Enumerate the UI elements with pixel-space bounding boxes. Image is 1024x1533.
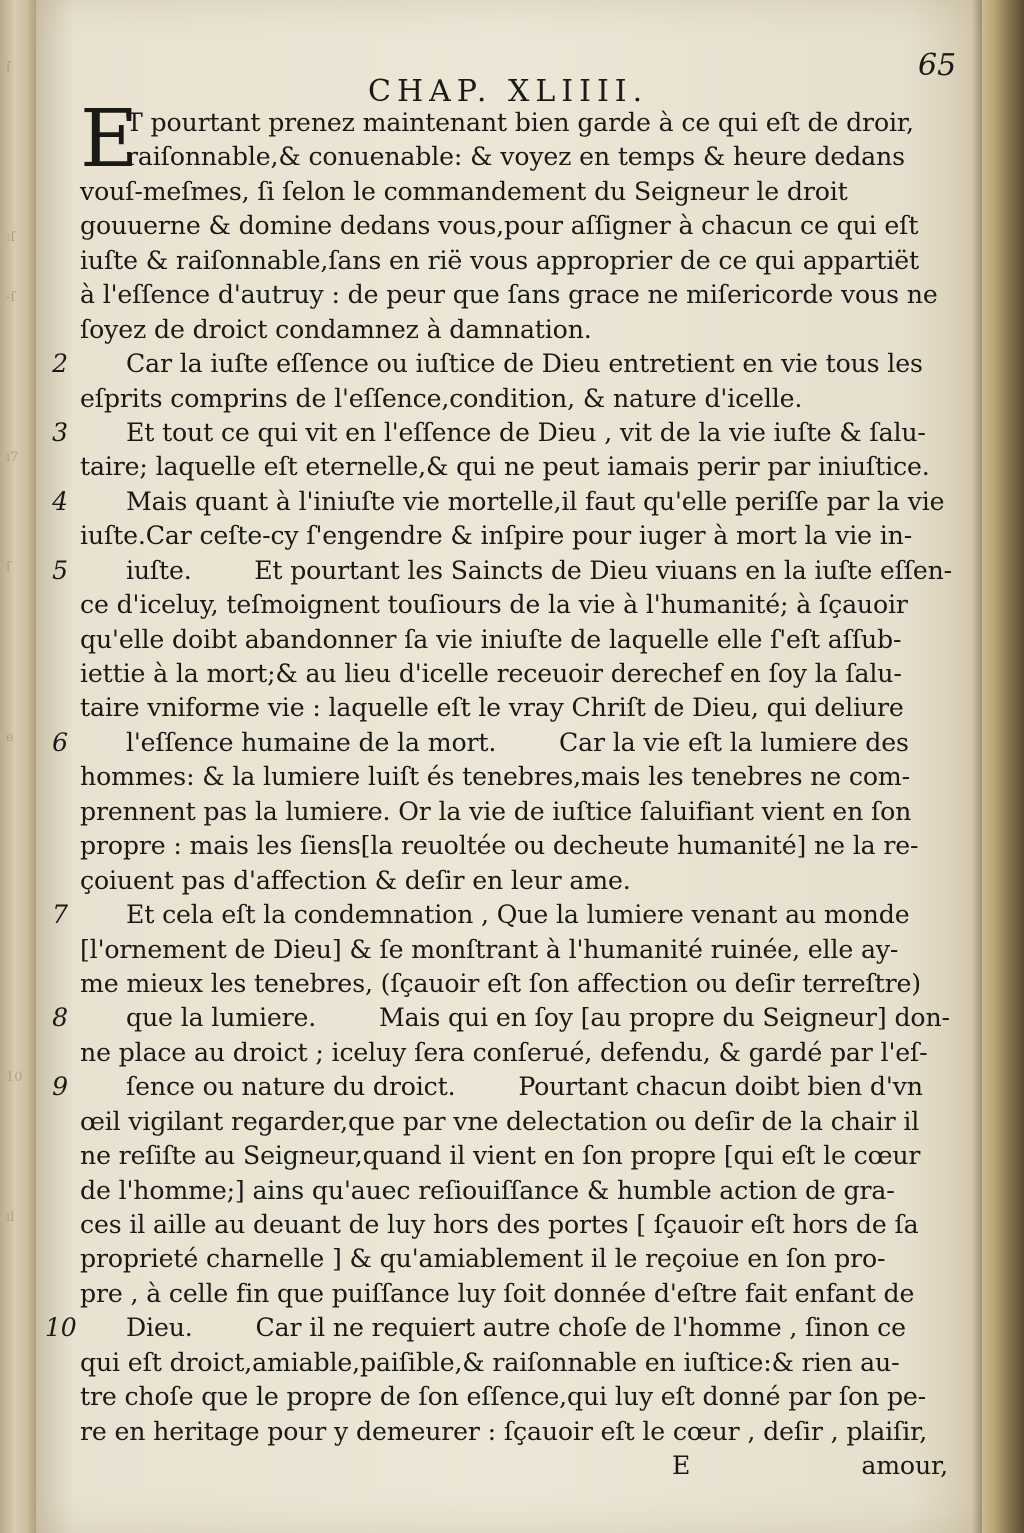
verse-number: 3 [52, 417, 68, 447]
text-line [80, 1174, 960, 1208]
text-line [80, 244, 960, 278]
line-text: iuſte.Car ceſte-cy ſ'engendre & inſpire pour iuger à mort la vie in- [80, 521, 913, 551]
line-text: qui eſt droict,amiable,paiſible,& raiſonnable en iuſtice:& rien au- [80, 1347, 900, 1377]
line-text: iuſte & raiſonnable,ſans en rië vous approprier de ce qui appartiët [80, 245, 919, 275]
line-text: hommes: & la lumiere luiſt és tenebres,mais les tenebres ne com- [80, 762, 910, 792]
text-line [80, 450, 960, 484]
line-text: pre , à celle fin que puiſſance luy ſoit donnée d'eſtre fait enfant de [80, 1278, 915, 1308]
text-line [80, 1242, 960, 1276]
verse-number: 2 [52, 349, 68, 379]
text-line [80, 864, 960, 898]
text-line [80, 967, 960, 1001]
line-text: Et tout ce qui vit en l'eſſence de Dieu , vit de la vie iuſte & ſalu- [126, 417, 926, 447]
text-line [52, 1070, 960, 1104]
signature-mark: E [672, 1451, 691, 1481]
line-text: çoiuent pas d'affection & deſir en leur ame. [80, 865, 631, 895]
line-text: œil vigilant regarder,que par vne delectation ou deſir de la chair il [80, 1106, 920, 1136]
text-line [52, 485, 960, 519]
line-text: ne place au droict ; iceluy ſera conſerué, defendu, & gardé par l'eſ- [80, 1037, 928, 1067]
verse-number: 4 [52, 486, 68, 516]
verse-number: 5 [52, 555, 68, 585]
text-line [80, 140, 960, 174]
line-text: Dieu. Car il ne requiert autre choſe de l'homme , ſinon ce [126, 1313, 906, 1343]
line-text: qu'elle doibt abandonner ſa vie iniuſte de laquelle elle ſ'eſt aſſub- [80, 624, 902, 654]
line-text: re en heritage pour y demeurer : ſçauoir eſt le cœur , deſir , plaiſir, [80, 1416, 928, 1446]
line-text: eſprits comprins de l'eſſence,condition, & nature d'icelle. [80, 383, 803, 413]
verse-number: 10 [45, 1313, 77, 1343]
text-line [80, 382, 960, 416]
line-text: ſoyez de droict condamnez à damnation. [80, 314, 592, 344]
facing-page-margin: ſ :ſ -ſ ı7 ſ e 10 ıl [6, 60, 23, 1225]
line-text: [l'ornement de Dieu] & ſe monſtrant à l'humanité ruinée, elle ay- [80, 934, 899, 964]
line-text: ne reſiſte au Seigneur,quand il vient en ſon propre [qui eſt le cœur [80, 1141, 921, 1171]
text-line [80, 760, 960, 794]
text-line [80, 691, 960, 725]
text-line [45, 1311, 960, 1345]
catchword: amour, [861, 1451, 948, 1481]
page-fore-edge [982, 0, 1024, 1533]
text-line [80, 1105, 960, 1139]
text-line [80, 1208, 960, 1242]
line-text: à l'eſſence d'autruy : de peur que ſans grace ne miſericorde vous ne [80, 280, 938, 310]
text-line [52, 554, 960, 588]
line-text: T pourtant prenez maintenant bien garde à ce qui eſt de droir, [126, 108, 914, 137]
text-line [80, 829, 960, 863]
text-line [80, 209, 960, 243]
verse-number: 6 [52, 727, 68, 757]
verse-number: 8 [52, 1003, 68, 1033]
text-line [80, 519, 960, 553]
line-text: ſence ou nature du droict. Pourtant chacun doibt bien d'vn [126, 1072, 923, 1102]
line-text: que la lumiere. Mais qui en ſoy [au propre du Seigneur] don- [126, 1003, 950, 1033]
verse-number: 9 [52, 1072, 68, 1102]
text-line [52, 347, 960, 381]
text-line [80, 175, 960, 209]
text-line [52, 898, 960, 932]
line-text: prennent pas la lumiere. Or la vie de iuſtice ſaluifiant vient en ſon [80, 796, 912, 826]
text-line [80, 795, 960, 829]
line-text: propre : mais les ſiens[la reuoltée ou decheute humanité] ne la re- [80, 831, 919, 861]
line-text: Et cela eſt la condemnation , Que la lumiere venant au monde [126, 900, 910, 930]
line-text: gouuerne & domine dedans vous,pour aſſigner à chacun ce qui eſt [80, 211, 919, 241]
text-line [80, 933, 960, 967]
text-line [80, 588, 960, 622]
text-line [80, 1277, 960, 1311]
text-line [80, 657, 960, 691]
line-text: me mieux les tenebres, (ſçauoir eſt ſon affection ou deſir terreſtre) [80, 968, 921, 998]
text-line [80, 623, 960, 657]
verse-number: 7 [52, 900, 68, 930]
text-line [80, 313, 960, 347]
text-line [80, 278, 960, 312]
line-text: l'eſſence humaine de la mort. Car la vie eſt la lumiere des [126, 727, 909, 757]
body-text [45, 92, 960, 1484]
chapter-heading: CHAP. XLIIII. [368, 74, 649, 109]
text-line [80, 1036, 960, 1070]
line-text: vouſ-meſmes, ſi ſelon le commandement du Seigneur le droit [80, 176, 848, 206]
drop-cap: E [80, 92, 139, 185]
signature-line [80, 1449, 960, 1483]
line-text: tre choſe que le propre de ſon eſſence,qui luy eſt donné par ſon pe- [80, 1382, 927, 1412]
text-line [52, 416, 960, 450]
line-text: taire vniforme vie : laquelle eſt le vray Chriſt de Dieu, qui deliure [80, 693, 904, 723]
line-text: taire; laquelle eſt eternelle,& qui ne peut iamais perir par iniuſtice. [80, 452, 930, 482]
line-text: ce d'iceluy, teſmoignent touſiours de la vie à l'humanité; à ſçauoir [80, 590, 908, 620]
text-line [52, 1001, 960, 1035]
text-line [80, 1415, 960, 1449]
line-text: Mais quant à l'iniuſte vie mortelle,il faut qu'elle periſſe par la vie [126, 486, 945, 516]
line-text: iettie à la mort;& au lieu d'icelle receuoir derechef en ſoy la ſalu- [80, 659, 902, 688]
text-line [80, 1346, 960, 1380]
line-text: ces il aille au deuant de luy hors des portes [ ſçauoir eſt hors de ſa [80, 1210, 919, 1239]
line-text: raiſonnable,& conuenable: & voyez en temps & heure dedans [126, 142, 905, 172]
text-line [80, 106, 960, 140]
line-text: de l'homme;] ains qu'auec reſiouiſſance & humble action de gra- [80, 1175, 895, 1205]
text-line [80, 1139, 960, 1173]
line-text: proprieté charnelle ] & qu'amiablement il le reçoiue en ſon pro- [80, 1244, 886, 1274]
page-number: 65 [918, 48, 957, 83]
line-text: Car la iuſte eſſence ou iuſtice de Dieu entretient en vie tous les [126, 349, 923, 379]
line-text: iuſte. Et pourtant les Saincts de Dieu viuans en la iuſte eſſen- [126, 555, 953, 585]
text-line [80, 1380, 960, 1414]
text-line [52, 726, 960, 760]
